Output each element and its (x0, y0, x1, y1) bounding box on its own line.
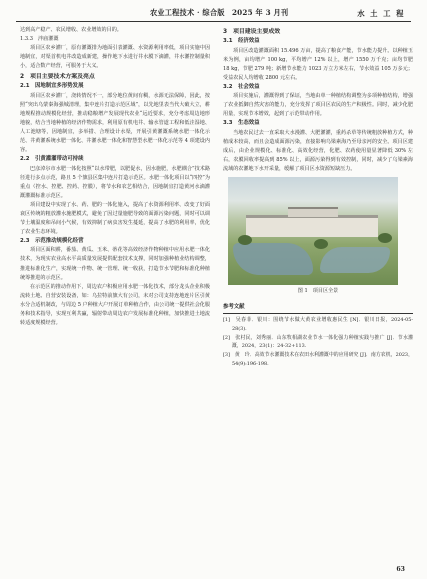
section-heading: 3 项目建设主要成效 (223, 29, 281, 35)
subsection-heading: 3.1 经济效益 (223, 38, 260, 44)
building-shape (246, 215, 378, 237)
subsection-heading: 3.2 社会效益 (223, 83, 260, 90)
page-number: 63 (396, 566, 405, 573)
subsection-heading: 2.3 示范推动规模化经营 (20, 237, 84, 244)
paragraph: 项目区面积耕，番茄、黄瓜、玉米、蒂花等高效经济作物种植中应用水肥一体化技术，为现实农业高水平高质量发展提供配套技术支撑，同时加强种植业结构调整，推进标准化生产，实现统一作物、统一管理、统一收获，打造节水节肥和标准化种植统筹推进的示范区。 (20, 247, 210, 281)
journal-title: 农业工程技术 · 综合版 2025 年 3 月刊 (150, 8, 289, 17)
subsection-heading: 3.3 生态效益 (223, 120, 260, 127)
paragraph: 巴彦淖尔市水肥一体化按照“以水带肥，以肥促水，因水施肥，水肥耦合”技术路径进行多点示范，路且 5 个旗县区集中连片打造示范区。水肥一体化项目以“四控”为重点（控水、控肥、控药、控膜），将节水和农艺相结合，因地制宜打造黄河水滴灌溉灌溉标准示范区。 (20, 165, 210, 199)
paragraph: 项目区农乡灌厂，浇转情况不一，部分地位黄间有稠，水源无法保障，因此，按照“突出乌蒙秦海强城清理，集中连片打造示范区域”，以先地里表当代大破大立，耕地规程推动规模化经营，推动稳粮增产发展现代农业“远近要求，充分考虑周边地形地貌，结合当地种植的经济作物需求，利用原有机电井、输水管道工程和低洼湿地、人工池塘等，因地制宜，多举措、合理设计水渠，开展引黄灌溉系统水肥一体化示范、井黄灌系统水肥一体化、井灌水肥一体化和智慧型水肥一体化示范等 4 项建设内容。 (20, 92, 210, 154)
tree-shape (378, 233, 392, 243)
paragraph: 当地农民过去一直采取大水漫灌、大肥灌灌，重药杀草等传统粗放种植方式，种植成本较高，而且会造成面源污染，直接影响乌梁素海乃至母亲河的安全。项目区建成后，由企业规模化、标准化、高效化经营，化肥、农药使用量显著降低 30% 左右，农膜回收率提高到 85% 以上，面源污染得到有效控制，同时，减少了乌梁素海流域的农灌地下水开采量，缓解了项目区水资源短缺压力。 (223, 129, 413, 173)
subsection-heading: 1.3.3 泮庙灌溉 (20, 36, 59, 43)
reference-item: [3] 黄 玲．高效节水灌溉技术在农田水利灌溉中的应用研究 [J]．南方农机，2023，54(9):196-198. (223, 352, 413, 368)
references-title: 参考文献 (223, 304, 245, 311)
paragraph: 项目建设中实现了水、药、肥的一体化施入，提高了水资源利用率、改变了好面衰区传统的粗放灌水施肥模式，避免了因过量施肥导致的面源污染问题，同时可以调节土壤温度和吊间小气候，有效抑制了病虫害发生蔓延，提高了水肥的利用率，优化了农业生态环境。 (20, 201, 210, 235)
building-shape (288, 207, 338, 217)
left-column (20, 26, 210, 328)
header-rule (16, 21, 411, 22)
section-heading: 2 项目主要技术方案及亮点 (20, 74, 95, 81)
page-header (0, 0, 427, 26)
section-title: 水 土 工 程 (357, 9, 405, 18)
right-column (223, 26, 413, 369)
reference-item: [2] 张村民，刘秀丽．山东牧相湖农业节水一体化强力种植实践与推广 [J]．节水灌溉，2024，23(1)：24-32+113. (223, 334, 413, 350)
pond-shape (233, 243, 313, 275)
subsection-heading: 2.2 引黄灌灌带动可持续 (20, 156, 84, 163)
paragraph: 项目区改造灌溉面积 15.496 万亩，提高了粮食产能，节水能力提升。以种植玉米为例，亩均增产 100 kg，平均增产 12% 以上，增产 1550 万千克；亩均节肥 18 kg，节肥 279 吨；新增节水能力 1023 万立方米左右，节水效益 105 万多元；受益农民人均增收 2800 元左右。 (223, 47, 413, 81)
tree-shape (314, 239, 328, 249)
paragraph: 项目实施后，灌溉得到了保证，当地由单一种植结构调整为多项种植结构，增强了农业抵御自然灾害的能力，充分发挥了项目区农民的生产积极性。同时，减少化肥用量，实现节本增效，起到了示范带动作用。 (223, 93, 413, 118)
subsection-heading: 2.1 因地制宜多形势发展 (20, 83, 84, 90)
paragraph: 项目区农乡灌厂，原有灌溉排为地面引表灌溉、水资源利用率低，项目实施中因地制宜，对渠首机电井改造成新建，操作地下水进行井水膜下滴灌，井水灌控制量积小，适合数产经营，可服务于大义。 (20, 45, 210, 70)
figure-caption: 图 1 项目区全景 (297, 288, 339, 295)
reference-item: [1] 吴春菲．银川：围绕节水做大黄农业增收惠民生 [N]．银川日报，2024-05-28(3). (223, 317, 413, 332)
paragraph: 在示范区的推动作用下，周边农户积极应用水肥一体化技术，部分龙头企业积极流转土地、自营安装设备，如：乌拉特前旗大有公司，未对公司支持连地连片区引黄水分合适机制改，与周边 5 户种植大户开展订单种植合作，由公司统一提供社会化服务和技术指导，实现互利共赢，辐射带动周边农户发展标准化种植，加快推进土地流转适度规模经营。 (20, 283, 210, 326)
paragraph: 达到高产稳产、农民增收、农业增效的目的。 (20, 27, 122, 33)
references-rule (223, 313, 413, 314)
project-area-photo (228, 177, 398, 285)
pond-shape (320, 247, 390, 273)
tree-shape (238, 235, 252, 245)
